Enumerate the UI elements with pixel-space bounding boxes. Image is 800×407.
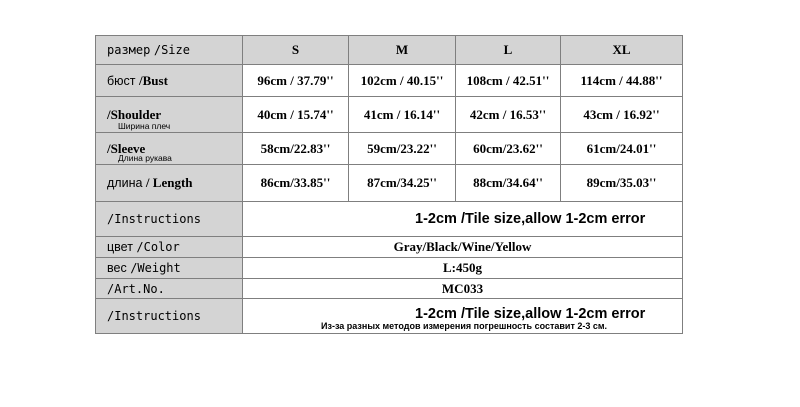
- instructions-note-ru: Из-за разных методов измерения погрешность составит 2-3 см.: [321, 321, 608, 331]
- sleeve-value-s: 58cm/22.83'': [243, 133, 349, 165]
- length-value-xl: 89cm/35.03'': [561, 165, 683, 202]
- color-label-ru: цвет: [107, 240, 133, 254]
- size-header-xl: XL: [561, 36, 683, 65]
- instructions-label-1: /Instructions: [107, 212, 201, 226]
- header-row: [96, 36, 683, 65]
- shoulder-value-l: 42cm / 16.53'': [456, 97, 561, 133]
- sleeve-value-l: 60cm/23.62'': [456, 133, 561, 165]
- instructions-label-cell-1: [96, 202, 243, 237]
- length-value-l: 88cm/34.64'': [456, 165, 561, 202]
- shoulder-value-s: 40cm / 15.74'': [243, 97, 349, 133]
- instructions-row-1: [96, 202, 683, 237]
- color-value: Gray/Black/Wine/Yellow: [243, 237, 683, 258]
- color-row: [96, 237, 683, 258]
- sleeve-label-en: /Sleeve: [107, 140, 146, 156]
- weight-label-cell: [96, 258, 243, 279]
- shoulder-label-en: /Shoulder: [107, 106, 162, 122]
- weight-label-en: /Weight: [130, 261, 181, 275]
- art-no-label-cell: [96, 279, 243, 299]
- weight-label-ru: вес: [107, 261, 127, 275]
- instructions-text-2: 1-2cm /Tile size,allow 1-2cm error: [415, 306, 646, 322]
- length-value-s: 86cm/33.85'': [243, 165, 349, 202]
- weight-row: [96, 258, 683, 279]
- instructions-text-1: 1-2cm /Tile size,allow 1-2cm error: [243, 202, 683, 237]
- shoulder-label-cell: [96, 97, 243, 133]
- sleeve-row: [96, 133, 683, 165]
- size-header-l: L: [456, 36, 561, 65]
- bust-value-s: 96cm / 37.79'': [243, 65, 349, 97]
- color-label-cell: [96, 237, 243, 258]
- length-row: [96, 165, 683, 202]
- size-label-en: /Size: [153, 43, 190, 57]
- size-header-m: M: [349, 36, 456, 65]
- instructions-label-cell-2: [96, 299, 243, 334]
- art-no-row: [96, 279, 683, 299]
- color-label-en: /Color: [136, 240, 180, 254]
- bust-value-l: 108cm / 42.51'': [456, 65, 561, 97]
- weight-value: L:450g: [243, 258, 683, 279]
- length-label-ru: длина: [107, 176, 143, 190]
- bust-value-m: 102cm / 40.15'': [349, 65, 456, 97]
- shoulder-row: [96, 97, 683, 133]
- size-header-s: S: [243, 36, 349, 65]
- size-label-ru: размер: [107, 43, 151, 57]
- shoulder-value-xl: 43cm / 16.92'': [561, 97, 683, 133]
- art-no-value: MC033: [243, 279, 683, 299]
- length-value-m: 87cm/34.25'': [349, 165, 456, 202]
- length-label-cell: [96, 165, 243, 202]
- art-no-label: /Art.No.: [107, 281, 165, 296]
- shoulder-value-m: 41cm / 16.14'': [349, 97, 456, 133]
- bust-value-xl: 114cm / 44.88'': [561, 65, 683, 97]
- bust-label-ru: бюст: [107, 73, 136, 88]
- length-label-en: / Length: [145, 175, 193, 190]
- bust-row: [96, 65, 683, 97]
- sleeve-label-cell: [96, 133, 243, 165]
- bust-label-en: /Bust: [139, 72, 168, 88]
- size-chart-table: [95, 35, 683, 334]
- shoulder-label-ru: Ширина плеч: [118, 121, 171, 131]
- bust-label-cell: [96, 65, 243, 97]
- size-label-cell: [96, 36, 243, 65]
- instructions-cell-2: [243, 299, 683, 334]
- sleeve-value-m: 59cm/23.22'': [349, 133, 456, 165]
- sleeve-value-xl: 61cm/24.01'': [561, 133, 683, 165]
- sleeve-label-ru: Длина рукава: [118, 153, 172, 163]
- instructions-row-2: [96, 299, 683, 334]
- instructions-label-2: /Instructions: [107, 309, 201, 323]
